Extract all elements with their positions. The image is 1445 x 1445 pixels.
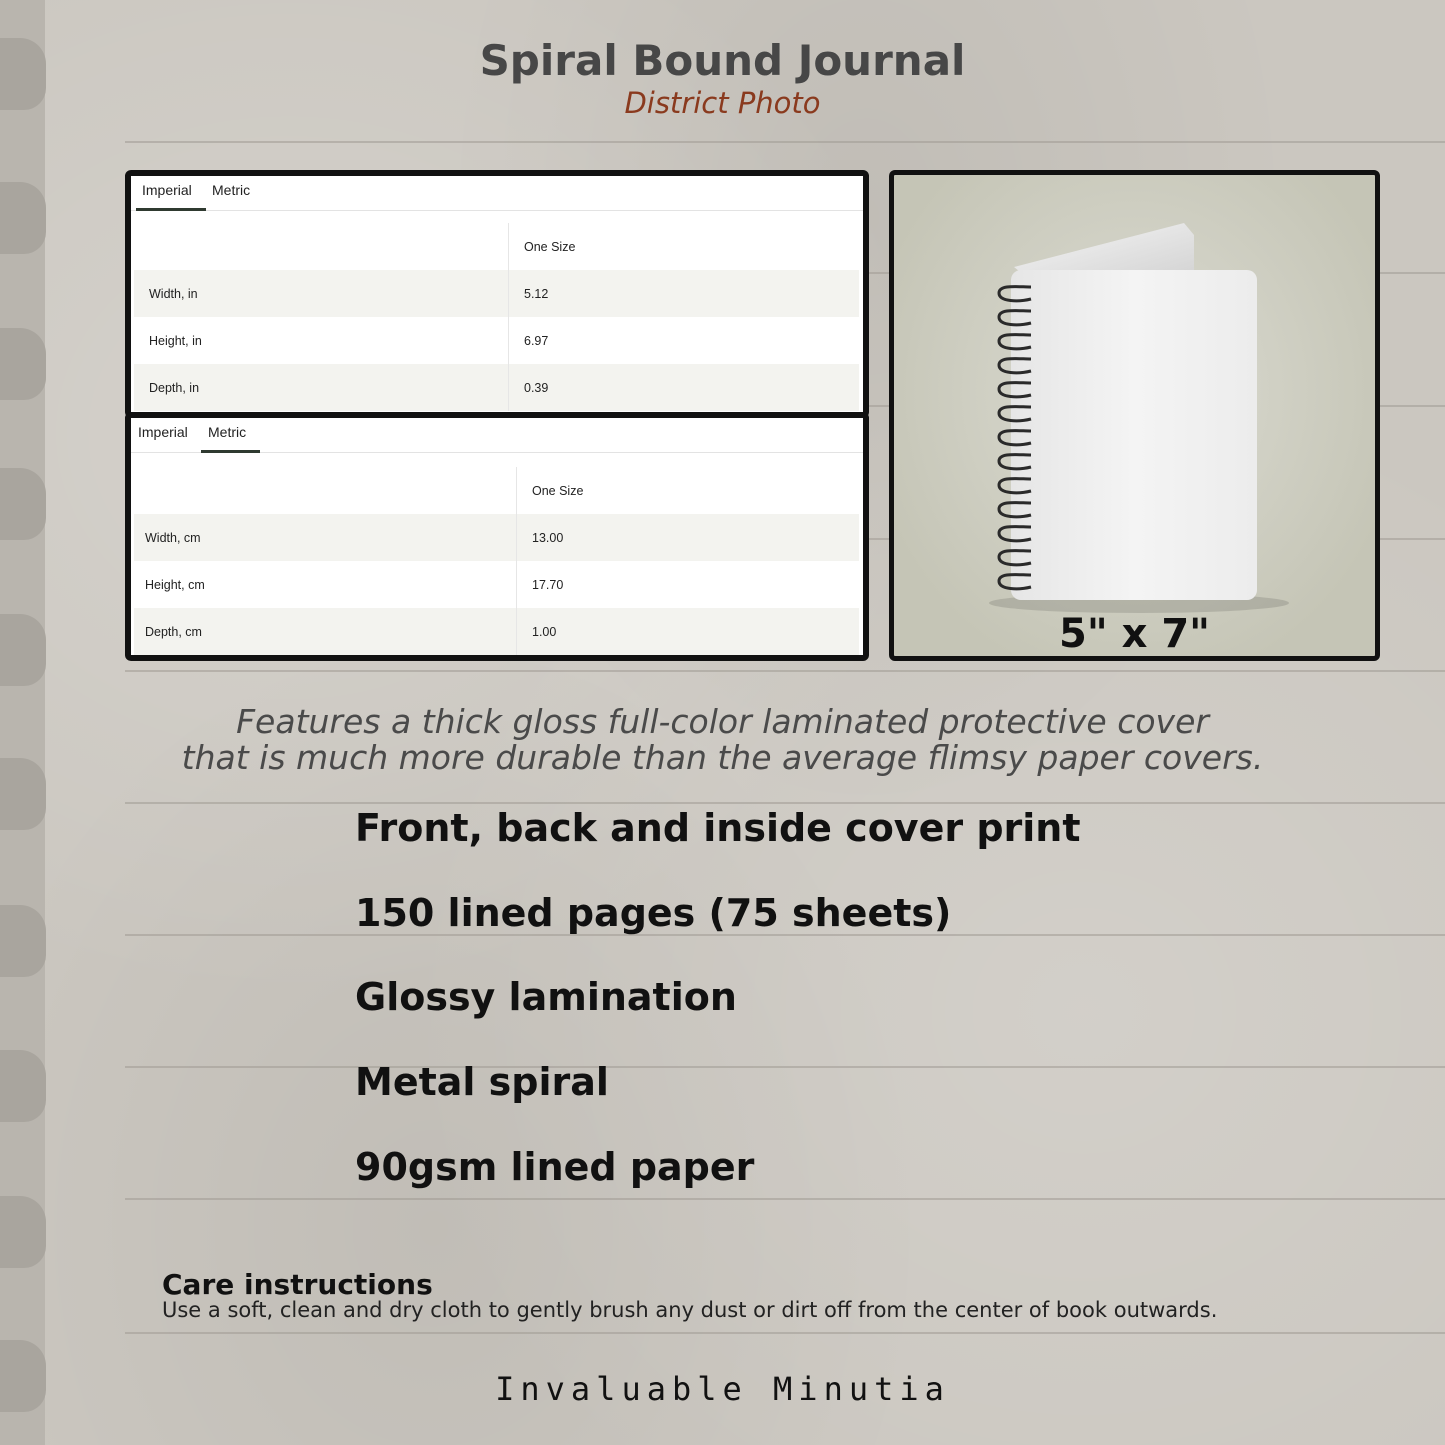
table-row: [134, 561, 859, 608]
row-value: 0.39: [509, 364, 860, 411]
feature-item: 90gsm lined paper: [355, 1145, 755, 1189]
unit-tabs: [131, 176, 863, 211]
row-value: 5.12: [509, 270, 860, 317]
ruled-line: [125, 1332, 1445, 1334]
feature-item: Glossy lamination: [355, 975, 737, 1019]
row-label: Height, cm: [145, 577, 205, 592]
table-row: [134, 317, 859, 364]
row-value: 17.70: [517, 561, 860, 608]
product-description: [0, 704, 1445, 776]
punch-hole: [0, 182, 46, 254]
active-tab-indicator: [136, 208, 206, 211]
product-photo-panel: [889, 170, 1380, 661]
metric-size-table: [134, 467, 859, 655]
feature-item: Metal spiral: [355, 1060, 609, 1104]
ruled-line: [125, 141, 1445, 143]
brand-name: Invaluable Minutia: [495, 1370, 950, 1408]
row-label: Width, in: [134, 270, 509, 317]
row-label: Height, in: [149, 333, 202, 348]
punch-hole: [0, 468, 46, 540]
description-line: that is much more durable than the average flimsy paper covers.: [181, 738, 1264, 777]
description-line: Features a thick gloss full-color laminated protective cover: [236, 702, 1209, 741]
back-cover: [1014, 223, 1194, 275]
unit-tabs: [131, 418, 863, 453]
row-value: 13.00: [517, 514, 860, 561]
row-label: Depth, cm: [134, 608, 517, 655]
punch-hole: [0, 328, 46, 400]
column-header: One Size: [509, 223, 860, 270]
table-row: [134, 270, 859, 317]
ruled-line: [125, 670, 1445, 672]
table-header-empty: [134, 467, 517, 514]
ruled-line: [125, 1198, 1445, 1200]
table-row: [134, 608, 859, 655]
row-label: Depth, in: [134, 364, 509, 411]
row-label: Width, cm: [134, 514, 517, 561]
table-header-row: [134, 223, 859, 270]
active-tab-indicator: [201, 450, 260, 453]
row-value: 1.00: [517, 608, 860, 655]
care-text: Use a soft, clean and dry cloth to gently brush any dust or dirt off from the center of book outwards.: [162, 1298, 1218, 1322]
feature-item: 150 lined pages (75 sheets): [355, 891, 952, 935]
page-title: Spiral Bound Journal: [479, 36, 966, 85]
punch-hole: [0, 1050, 46, 1122]
care-heading: Care instructions: [162, 1268, 433, 1301]
ruled-line: [125, 802, 1445, 804]
page-subtitle: District Photo: [624, 86, 821, 120]
imperial-size-table: [134, 223, 859, 411]
metric-size-panel: [125, 412, 869, 661]
front-cover: [1011, 270, 1257, 600]
table-header-row: [134, 467, 859, 514]
imperial-size-panel: [125, 170, 869, 418]
tab-imperial[interactable]: Imperial: [142, 182, 192, 198]
table-header-empty: [134, 223, 509, 270]
ruled-line: [125, 1066, 1445, 1068]
table-row: [134, 364, 859, 411]
tab-imperial[interactable]: Imperial: [138, 424, 188, 440]
punch-hole: [0, 614, 46, 686]
table-row: [134, 514, 859, 561]
spiral-journal-illustration: [894, 175, 1375, 656]
tab-metric[interactable]: Metric: [212, 182, 251, 198]
tab-metric[interactable]: Metric: [208, 424, 247, 440]
feature-item: Front, back and inside cover print: [355, 806, 1081, 850]
row-value: 6.97: [509, 317, 860, 364]
size-label: 5" x 7": [1059, 611, 1210, 657]
punch-hole: [0, 905, 46, 977]
column-header: One Size: [517, 467, 860, 514]
punch-hole: [0, 1196, 46, 1268]
